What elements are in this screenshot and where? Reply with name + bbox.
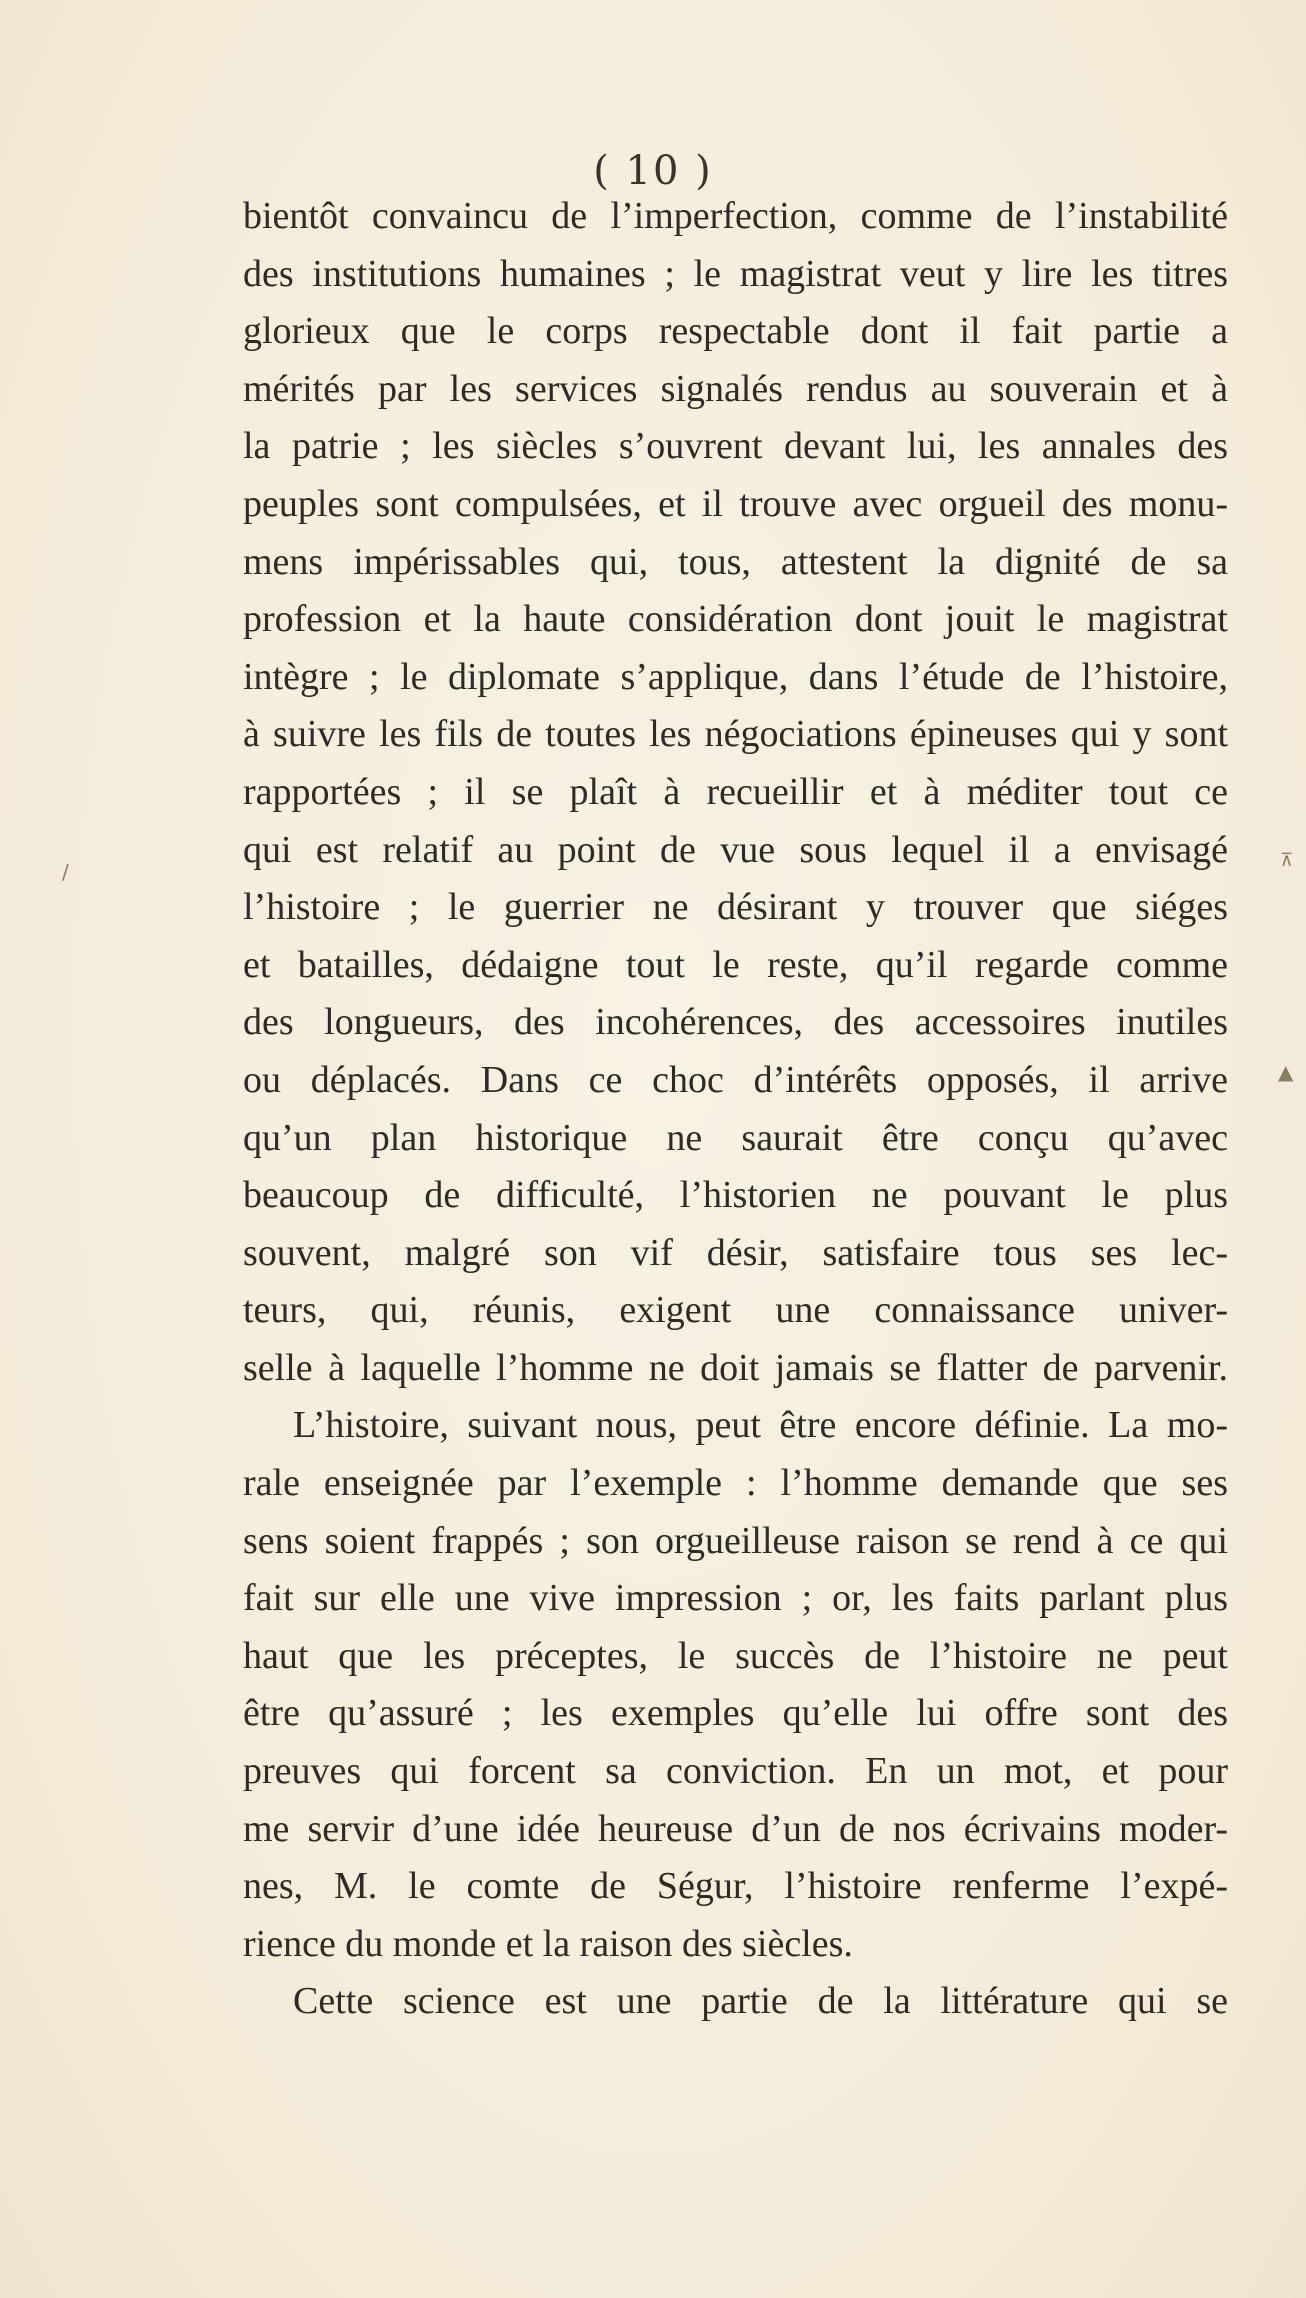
text-line: haut que les préceptes, le succès de l’histoire ne peut [243,1634,1228,1677]
page-number: ( 10 ) [593,148,713,194]
text-line: intègre ; le diplomate s’applique, dans l’étude de l’histoire, [243,655,1228,698]
text-line: profession et la haute considération dont jouit le magistrat [243,598,1228,641]
text-line: peuples sont compulsées, et il trouve avec orgueil des monu- [243,482,1228,525]
margin-mark-icon: / [62,860,69,884]
text-line: sens soient frappés ; son orgueilleuse raison se rend à ce qui [243,1519,1228,1562]
text-line: être qu’assuré ; les exemples qu’elle lui offre sont des [243,1692,1228,1735]
text-line: des institutions humaines ; le magistrat veut y lire les titres [243,252,1228,295]
text-line: à suivre les fils de toutes les négociations épineuses qui y sont [243,713,1228,756]
text-line: nes, M. le comte de Ségur, l’histoire renferme l’expé- [243,1865,1228,1908]
text-line: mens impérissables qui, tous, attestent la dignité de sa [243,540,1228,583]
body-text [243,188,1228,2031]
text-line: des longueurs, des incohérences, des accessoires inutiles [243,1001,1228,1044]
text-line: l’histoire ; le guerrier ne désirant y trouver que siéges [243,886,1228,929]
text-line: ou déplacés. Dans ce choc d’intérêts opposés, il arrive [243,1058,1228,1101]
text-line: rapportées ; il se plaît à recueillir et à méditer tout ce [243,770,1228,813]
text-line: rale enseignée par l’exemple : l’homme demande que ses [243,1462,1228,1505]
text-line: me servir d’une idée heureuse d’un de nos écrivains moder- [243,1807,1228,1850]
text-line: selle à laquelle l’homme ne doit jamais se flatter de parvenir. [243,1346,1228,1389]
text-line: beaucoup de difficulté, l’historien ne pouvant le plus [243,1174,1228,1217]
text-line: teurs, qui, réunis, exigent une connaissance univer- [243,1289,1228,1332]
text-line: Cette science est une partie de la littérature qui se [293,1980,1228,2023]
margin-mark-icon: ▲ [1278,1060,1294,1084]
text-line: mérités par les services signalés rendus au souverain et à [243,367,1228,410]
text-line: et batailles, dédaigne tout le reste, qu’il regarde comme [243,943,1228,986]
text-line: la patrie ; les siècles s’ouvrent devant lui, les annales des [243,425,1228,468]
text-line: bientôt convaincu de l’imperfection, comme de l’instabilité [243,195,1228,237]
text-line: preuves qui forcent sa conviction. En un mot, et pour [243,1750,1228,1793]
text-line: qu’un plan historique ne saurait être conçu qu’avec [243,1116,1228,1159]
text-line: L’histoire, suivant nous, peut être encore définie. La mo- [293,1404,1228,1447]
text-line: qui est relatif au point de vue sous lequel il a envisagé [243,828,1228,871]
text-line: fait sur elle une vive impression ; or, les faits parlant plus [243,1577,1228,1620]
margin-mark-icon: ⊼ [1280,850,1294,871]
text-line: rience du monde et la raison des siècles. [243,1922,853,1965]
text-line: souvent, malgré son vif désir, satisfaire tous ses lec- [243,1231,1228,1274]
text-line: glorieux que le corps respectable dont il fait partie a [243,310,1228,353]
